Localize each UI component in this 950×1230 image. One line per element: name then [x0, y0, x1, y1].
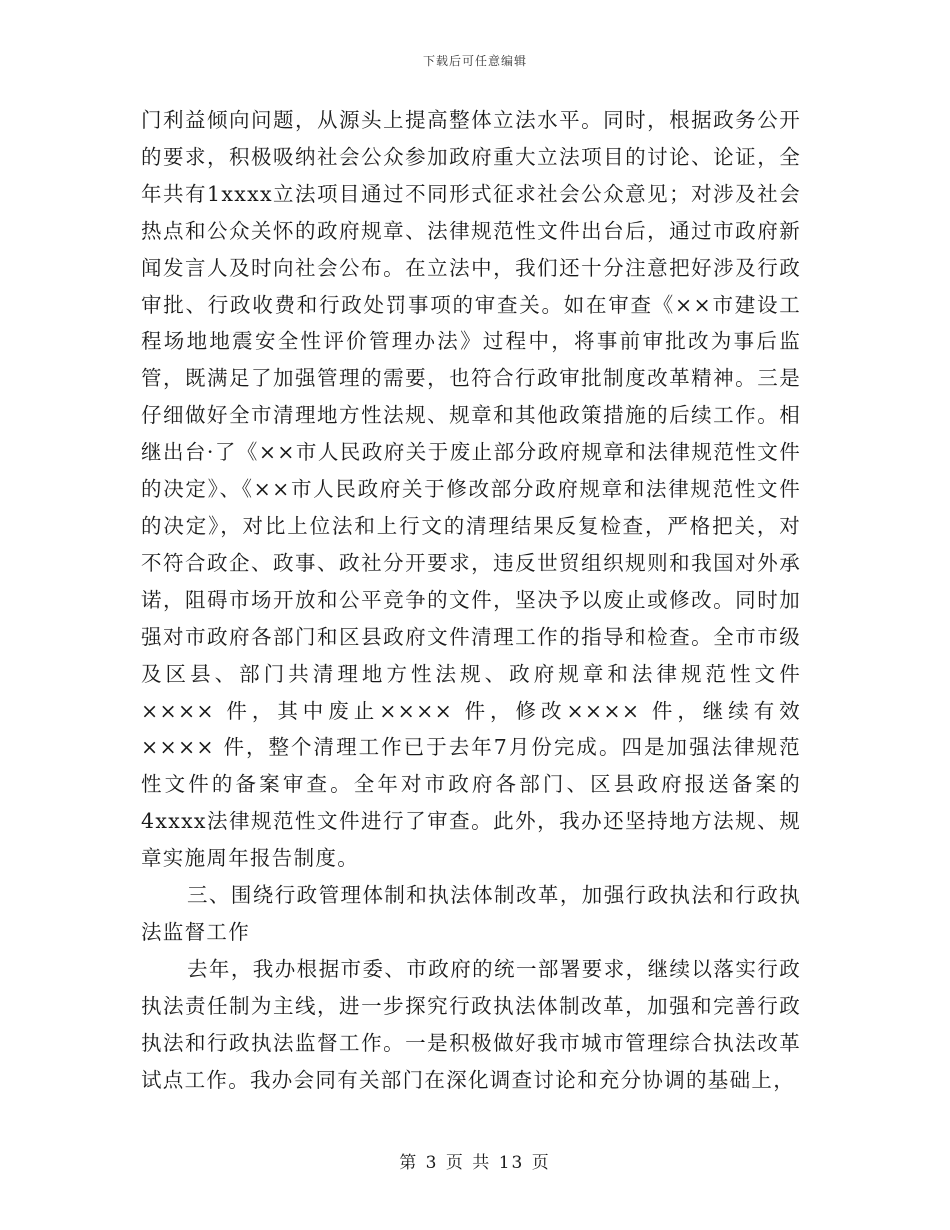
document-body [141, 102, 801, 1098]
paragraph: 去年，我办根据市委、市政府的统一部署要求，继续以落实行政执法责任制为主线，进一步探究行政执法体制改革，加强和完善行政执法和行政执法监督工作。一是积极做好我市城市管理综合执法改革试点工作。我办会同有关部门在深化调查讨论和充分协调的基础上， [141, 956, 801, 1092]
paragraph-continued: 门利益倾向问题，从源头上提高整体立法水平。同时，根据政务公开的要求，积极吸纳社会公众参加政府重大立法项目的讨论、论证，全年共有1xxxx立法项目通过不同形式征求社会公众意见；对涉及社会热点和公众关怀的政府规章、法律规范性文件出台后，通过市政府新闻发言人及时向社会公布。在立法中，我们还十分注意把好涉及行政审批、行政收费和行政处罚事项的审查关。如在审查《××市建设工程场地地震安全性评价管理办法》过程中，将事前审批改为事后监管，既满足了加强管理的需要，也符合行政审批制度改革精神。三是仔细做好全市清理地方性法规、规章和其他政策措施的后续工作。相继出台·了《××市人民政府关于废止部分政府规章和法律规范性文件的决定》、《××市人民政府关于修改部分政府规章和法律规范性文件的决定》，对比上位法和上行文的清理结果反复检查，严格把关，对不符合政企、政事、政社分开要求，违反世贸组织规则和我国对外承诺，阻碍市场开放和公平竞争的文件，坚决予以废止或修改。同时加强对市政府各部门和区县政府文件清理工作的指导和检查。全市市级及区县、部门共清理地方性法规、政府规章和法律规范性文件×××× 件，其中废止×××× 件，修改×××× 件，继续有效×××× 件，整个清理工作已于去年7月份完成。四是加强法律规范性文件的备案审查。全年对市政府各部门、区县政府报送备案的4xxxx法律规范性文件进行了审查。此外，我办还坚持地方法规、规章实施周年报告制度。 [141, 108, 801, 871]
section-heading: 三、围绕行政管理体制和执法体制改革，加强行政执法和行政执法监督工作 [141, 883, 801, 944]
page-footer: 第 3 页 共 13 页 [399, 1153, 551, 1173]
page-header: 下载后可任意编辑 [422, 54, 527, 68]
